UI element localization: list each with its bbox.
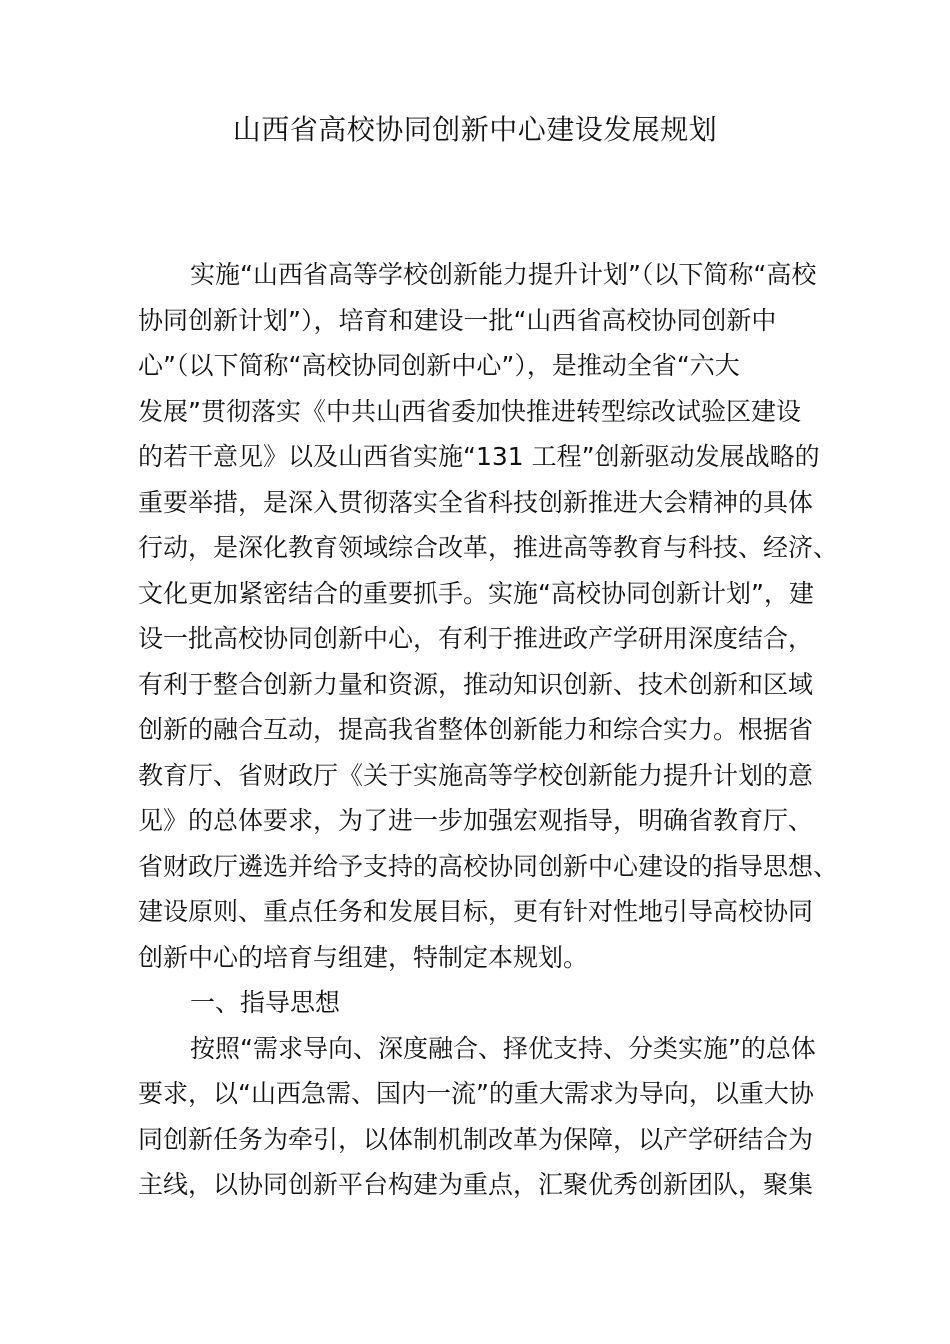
paragraph-line: 有利于整合创新力量和资源，推动知识创新、技术创新和区域 — [138, 669, 814, 699]
paragraph-line: 文化更加紧密结合的重要抓手。实施“高校协同创新计划”，建 — [138, 578, 814, 608]
paragraph-line: 创新的融合互动，提高我省整体创新能力和综合实力。根据省 — [138, 715, 814, 744]
section-paragraph — [138, 1026, 843, 1208]
paragraph-line: 主线，以协同创新平台构建为重点，汇聚优秀创新团队，聚集 — [138, 1170, 814, 1199]
paragraph-line: 同创新任务为牵引，以体制机制改革为保障，以产学研结合为 — [138, 1124, 814, 1154]
paragraph-line: 实施“山西省高等学校创新能力提升计划”（以下简称“高校 — [190, 260, 817, 289]
paragraph-line: 心”（以下简称“高校协同创新中心”），是推动全省“六大 — [138, 351, 740, 380]
document-body — [138, 252, 843, 1208]
paragraph-line: 协同创新计划”），培育和建设一批“山西省高校协同创新中 — [138, 305, 777, 335]
paragraph-line: 见》的总体要求，为了进一步加强宏观指导，明确省教育厅、 — [138, 806, 814, 835]
paragraph-line: 要求，以“山西急需、国内一流”的重大需求为导向，以重大协 — [138, 1079, 814, 1108]
paragraph-line: 省财政厅遴选并给予支持的高校协同创新中心建设的指导思想、 — [138, 851, 839, 881]
intro-paragraph — [138, 252, 843, 980]
paragraph-line: 的若干意见》以及山西省实施“131 工程”创新驱动发展战略的 — [138, 442, 820, 471]
paragraph-line: 教育厅、省财政厅《关于实施高等学校创新能力提升计划的意 — [138, 760, 814, 790]
paragraph-line: 设一批高校协同创新中心，有利于推进政产学研用深度结合， — [138, 624, 814, 653]
paragraph-line: 重要举措，是深入贯彻落实全省科技创新推进大会精神的具体 — [138, 487, 814, 517]
document-title: 山西省高校协同创新中心建设发展规划 — [232, 113, 718, 146]
paragraph-line: 发展”贯彻落实《中共山西省委加快推进转型综改试验区建设 — [138, 396, 801, 426]
paragraph-line: 建设原则、重点任务和发展目标，更有针对性地引导高校协同 — [138, 897, 814, 926]
paragraph-line: 行动，是深化教育领域综合改革，推进高等教育与科技、经济、 — [138, 533, 839, 562]
paragraph-line: 创新中心的培育与组建，特制定本规划。 — [138, 942, 589, 972]
paragraph-line: 按照“需求导向、深度融合、择优支持、分类实施”的总体 — [190, 1033, 816, 1063]
section-heading: 一、指导思想 — [190, 988, 341, 1017]
